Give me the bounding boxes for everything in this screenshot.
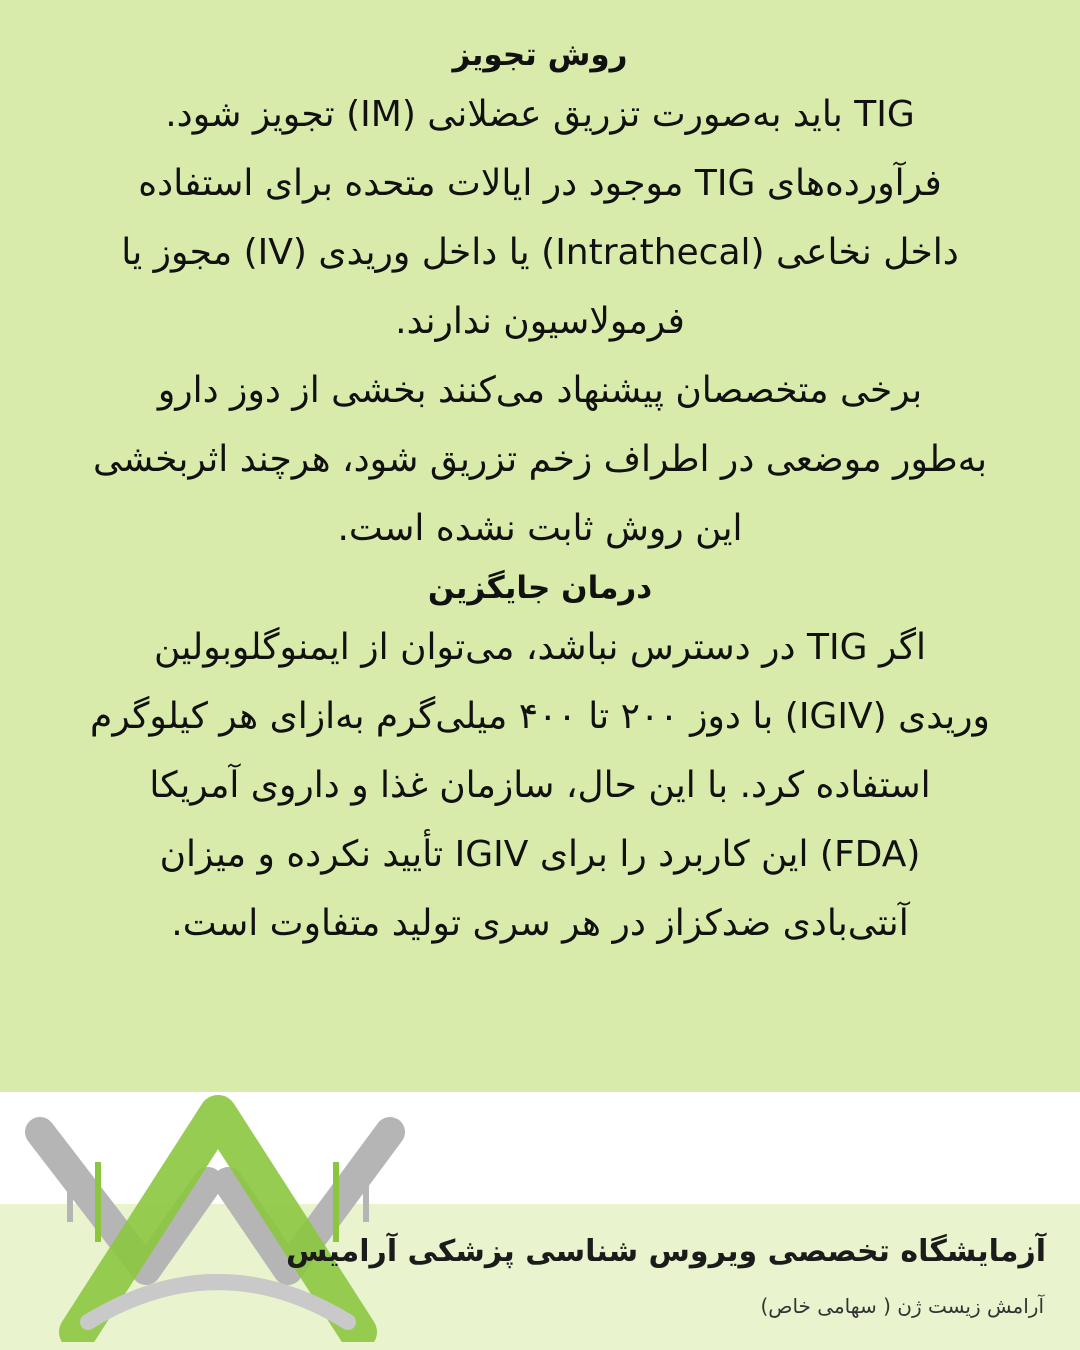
aramis-lab-logo-icon xyxy=(18,1092,418,1342)
paragraph-line: به‌طور موضعی در اطراف زخم تزریق شود، هرچند اثربخشی xyxy=(92,439,988,480)
paragraph-alternative xyxy=(0,613,1080,958)
paragraph-administration xyxy=(0,80,1080,356)
paragraph-line: فرمولاسیون ندارند. xyxy=(395,301,685,342)
brand-subtitle: آرامش زیست ژن ( سهامی خاص) xyxy=(760,1294,1044,1318)
article-body xyxy=(0,30,1080,958)
paragraph-line: داخل نخاعی (Intrathecal) یا داخل وریدی (IV) مجوز یا xyxy=(121,232,959,273)
paragraph-line: TIG باید به‌صورت تزریق عضلانی (IM) تجویز شود. xyxy=(165,94,915,135)
paragraph-line: (FDA) این کاربرد را برای IGIV تأیید نکرده و میزان xyxy=(159,834,921,875)
brand-name: آزمایشگاه تخصصی ویروس شناسی پزشکی آرامیس xyxy=(286,1234,1046,1269)
paragraph-local-injection xyxy=(0,356,1080,563)
paragraph-line: استفاده کرد. با این حال، سازمان غذا و داروی آمریکا xyxy=(149,765,931,806)
paragraph-line: آنتی‌بادی ضدکزاز در هر سری تولید متفاوت است. xyxy=(171,903,909,944)
paragraph-line: وریدی (IGIV) با دوز ۲۰۰ تا ۴۰۰ میلی‌گرم به‌ازای هر کیلوگرم xyxy=(90,696,990,737)
section-heading-administration: روش تجویز xyxy=(452,37,628,73)
paragraph-line: اگر TIG در دسترس نباشد، می‌توان از ایمنوگلوبولین xyxy=(154,627,926,668)
paragraph-line: برخی متخصصان پیشنهاد می‌کنند بخشی از دوز دارو xyxy=(157,370,923,411)
brand-footer xyxy=(0,1092,1080,1350)
paragraph-line: فرآورده‌های TIG موجود در ایالات متحده برای استفاده xyxy=(138,163,942,204)
section-heading-alternative: درمان جایگزین xyxy=(427,570,653,606)
paragraph-line: این روش ثابت نشده است. xyxy=(337,508,743,549)
